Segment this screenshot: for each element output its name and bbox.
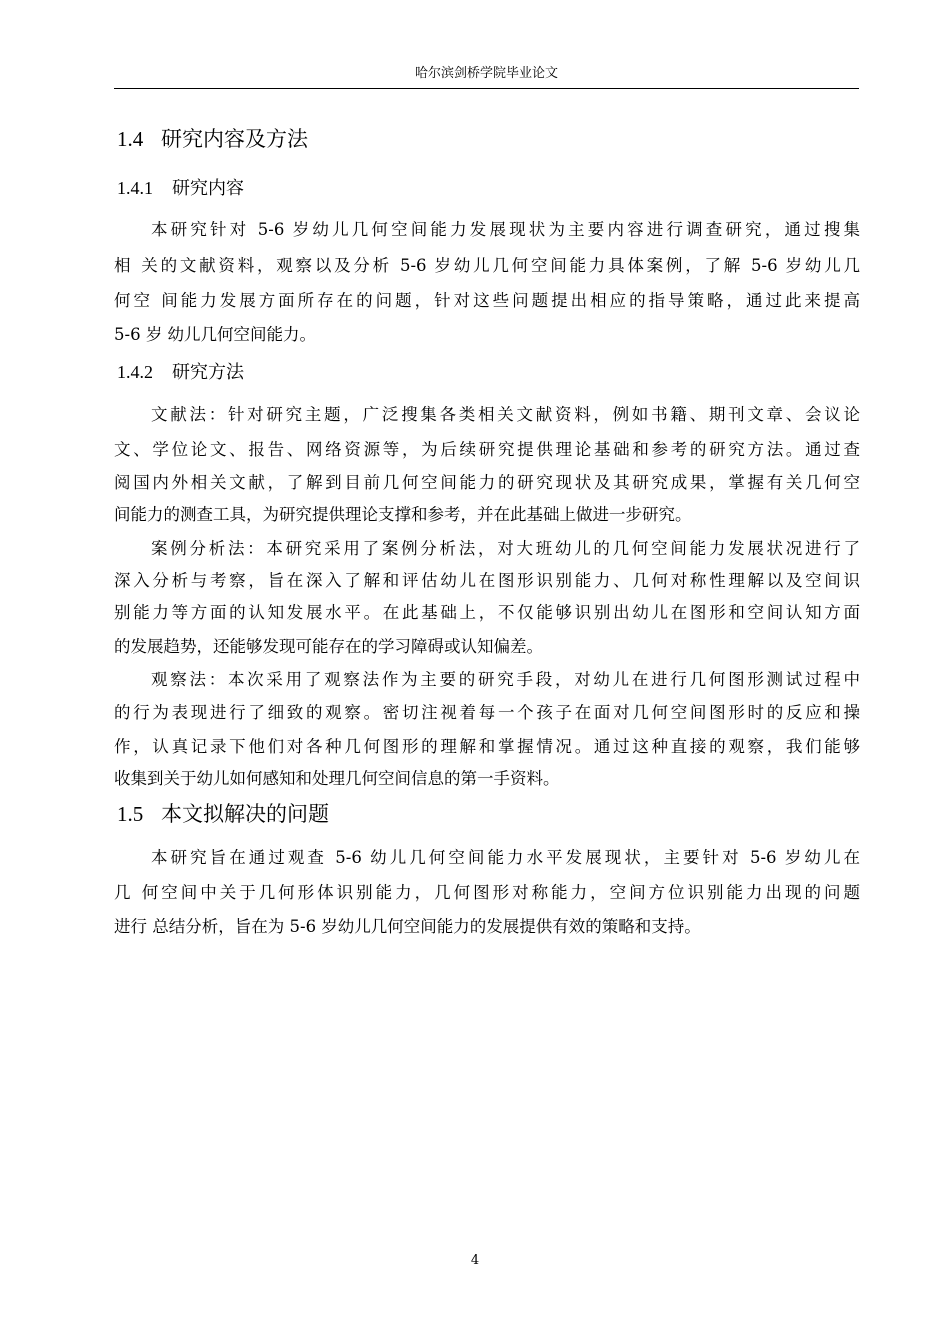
section-title: 研究内容及方法 [161, 127, 308, 151]
subsection-heading-1-4-2 [117, 359, 244, 386]
paragraph-line: 收集到关于幼儿如何感知和处理几何空间信息的第一手资料。 [114, 769, 560, 788]
paragraph-line: 深入分析与考察，旨在深入了解和评估幼儿在图形识别能力、几何对称性理解以及空间识 [114, 571, 860, 590]
paragraph-line: 别能力等方面的认知发展水平。在此基础上，不仅能够识别出幼儿在图形和空间认知方面 [114, 603, 860, 622]
subsection-title: 研究内容 [172, 178, 244, 199]
section-number: 1.5 [117, 802, 144, 826]
paragraph-line: 文献法：针对研究主题，广泛搜集各类相关文献资料，例如书籍、期刊文章、会议论 [151, 405, 860, 424]
paragraph-line: 作，认真记录下他们对各种几何图形的理解和掌握情况。通过这种直接的观察，我们能够 [114, 737, 860, 756]
paragraph-line: 何空 间能力发展方面所存在的问题，针对这些问题提出相应的指导策略，通过此来提高 [114, 291, 860, 310]
paragraph-line: 的行为表现进行了细致的观察。密切注视着每一个孩子在面对几何空间图形时的反应和操 [114, 703, 860, 722]
paragraph-line: 阅国内外相关文献，了解到目前几何空间能力的研究现状及其研究成果，掌握有关几何空 [114, 473, 860, 492]
section-title: 本文拟解决的问题 [161, 802, 329, 826]
paragraph-line: 相 关的文献资料，观察以及分析 5-6 岁幼儿几何空间能力具体案例，了解 5-6 岁幼儿几 [114, 256, 860, 275]
paragraph-line: 本研究旨在通过观查 5-6 幼儿几何空间能力水平发展现状，主要针对 5-6 岁幼儿在 [151, 848, 860, 867]
section-heading-1-5 [117, 800, 329, 828]
paragraph-line: 间能力的测查工具，为研究提供理论支撑和参考，并在此基础上做进一步研究。 [114, 505, 692, 524]
paragraph-line: 案例分析法：本研究采用了案例分析法，对大班幼儿的几何空间能力发展状况进行了 [151, 539, 860, 558]
subsection-heading-1-4-1 [117, 175, 244, 202]
subsection-title: 研究方法 [172, 362, 244, 383]
subsection-number: 1.4.2 [117, 362, 153, 382]
page-number: 4 [470, 1253, 480, 1268]
paragraph-line: 观察法：本次采用了观察法作为主要的研究手段，对幼儿在进行几何图形测试过程中 [151, 670, 860, 689]
paragraph-line: 的发展趋势，还能够发现可能存在的学习障碍或认知偏差。 [114, 637, 543, 656]
paragraph-line: 本研究针对 5-6 岁幼儿几何空间能力发展现状为主要内容进行调查研究，通过搜集 [151, 220, 860, 239]
paragraph-line: 进行 总结分析，旨在为 5-6 岁幼儿几何空间能力的发展提供有效的策略和支持。 [114, 917, 701, 936]
subsection-number: 1.4.1 [117, 178, 153, 198]
section-number: 1.4 [117, 127, 144, 151]
page-header: 哈尔滨剑桥学院毕业论文 [114, 64, 859, 89]
paragraph-line: 5-6 岁 幼儿几何空间能力。 [114, 325, 317, 344]
section-heading-1-4 [117, 125, 308, 153]
paragraph-line: 文、学位论文、报告、网络资源等，为后续研究提供理论基础和参考的研究方法。通过查 [114, 440, 860, 459]
paragraph-line: 几 何空间中关于几何形体识别能力，几何图形对称能力，空间方位识别能力出现的问题 [114, 883, 860, 902]
